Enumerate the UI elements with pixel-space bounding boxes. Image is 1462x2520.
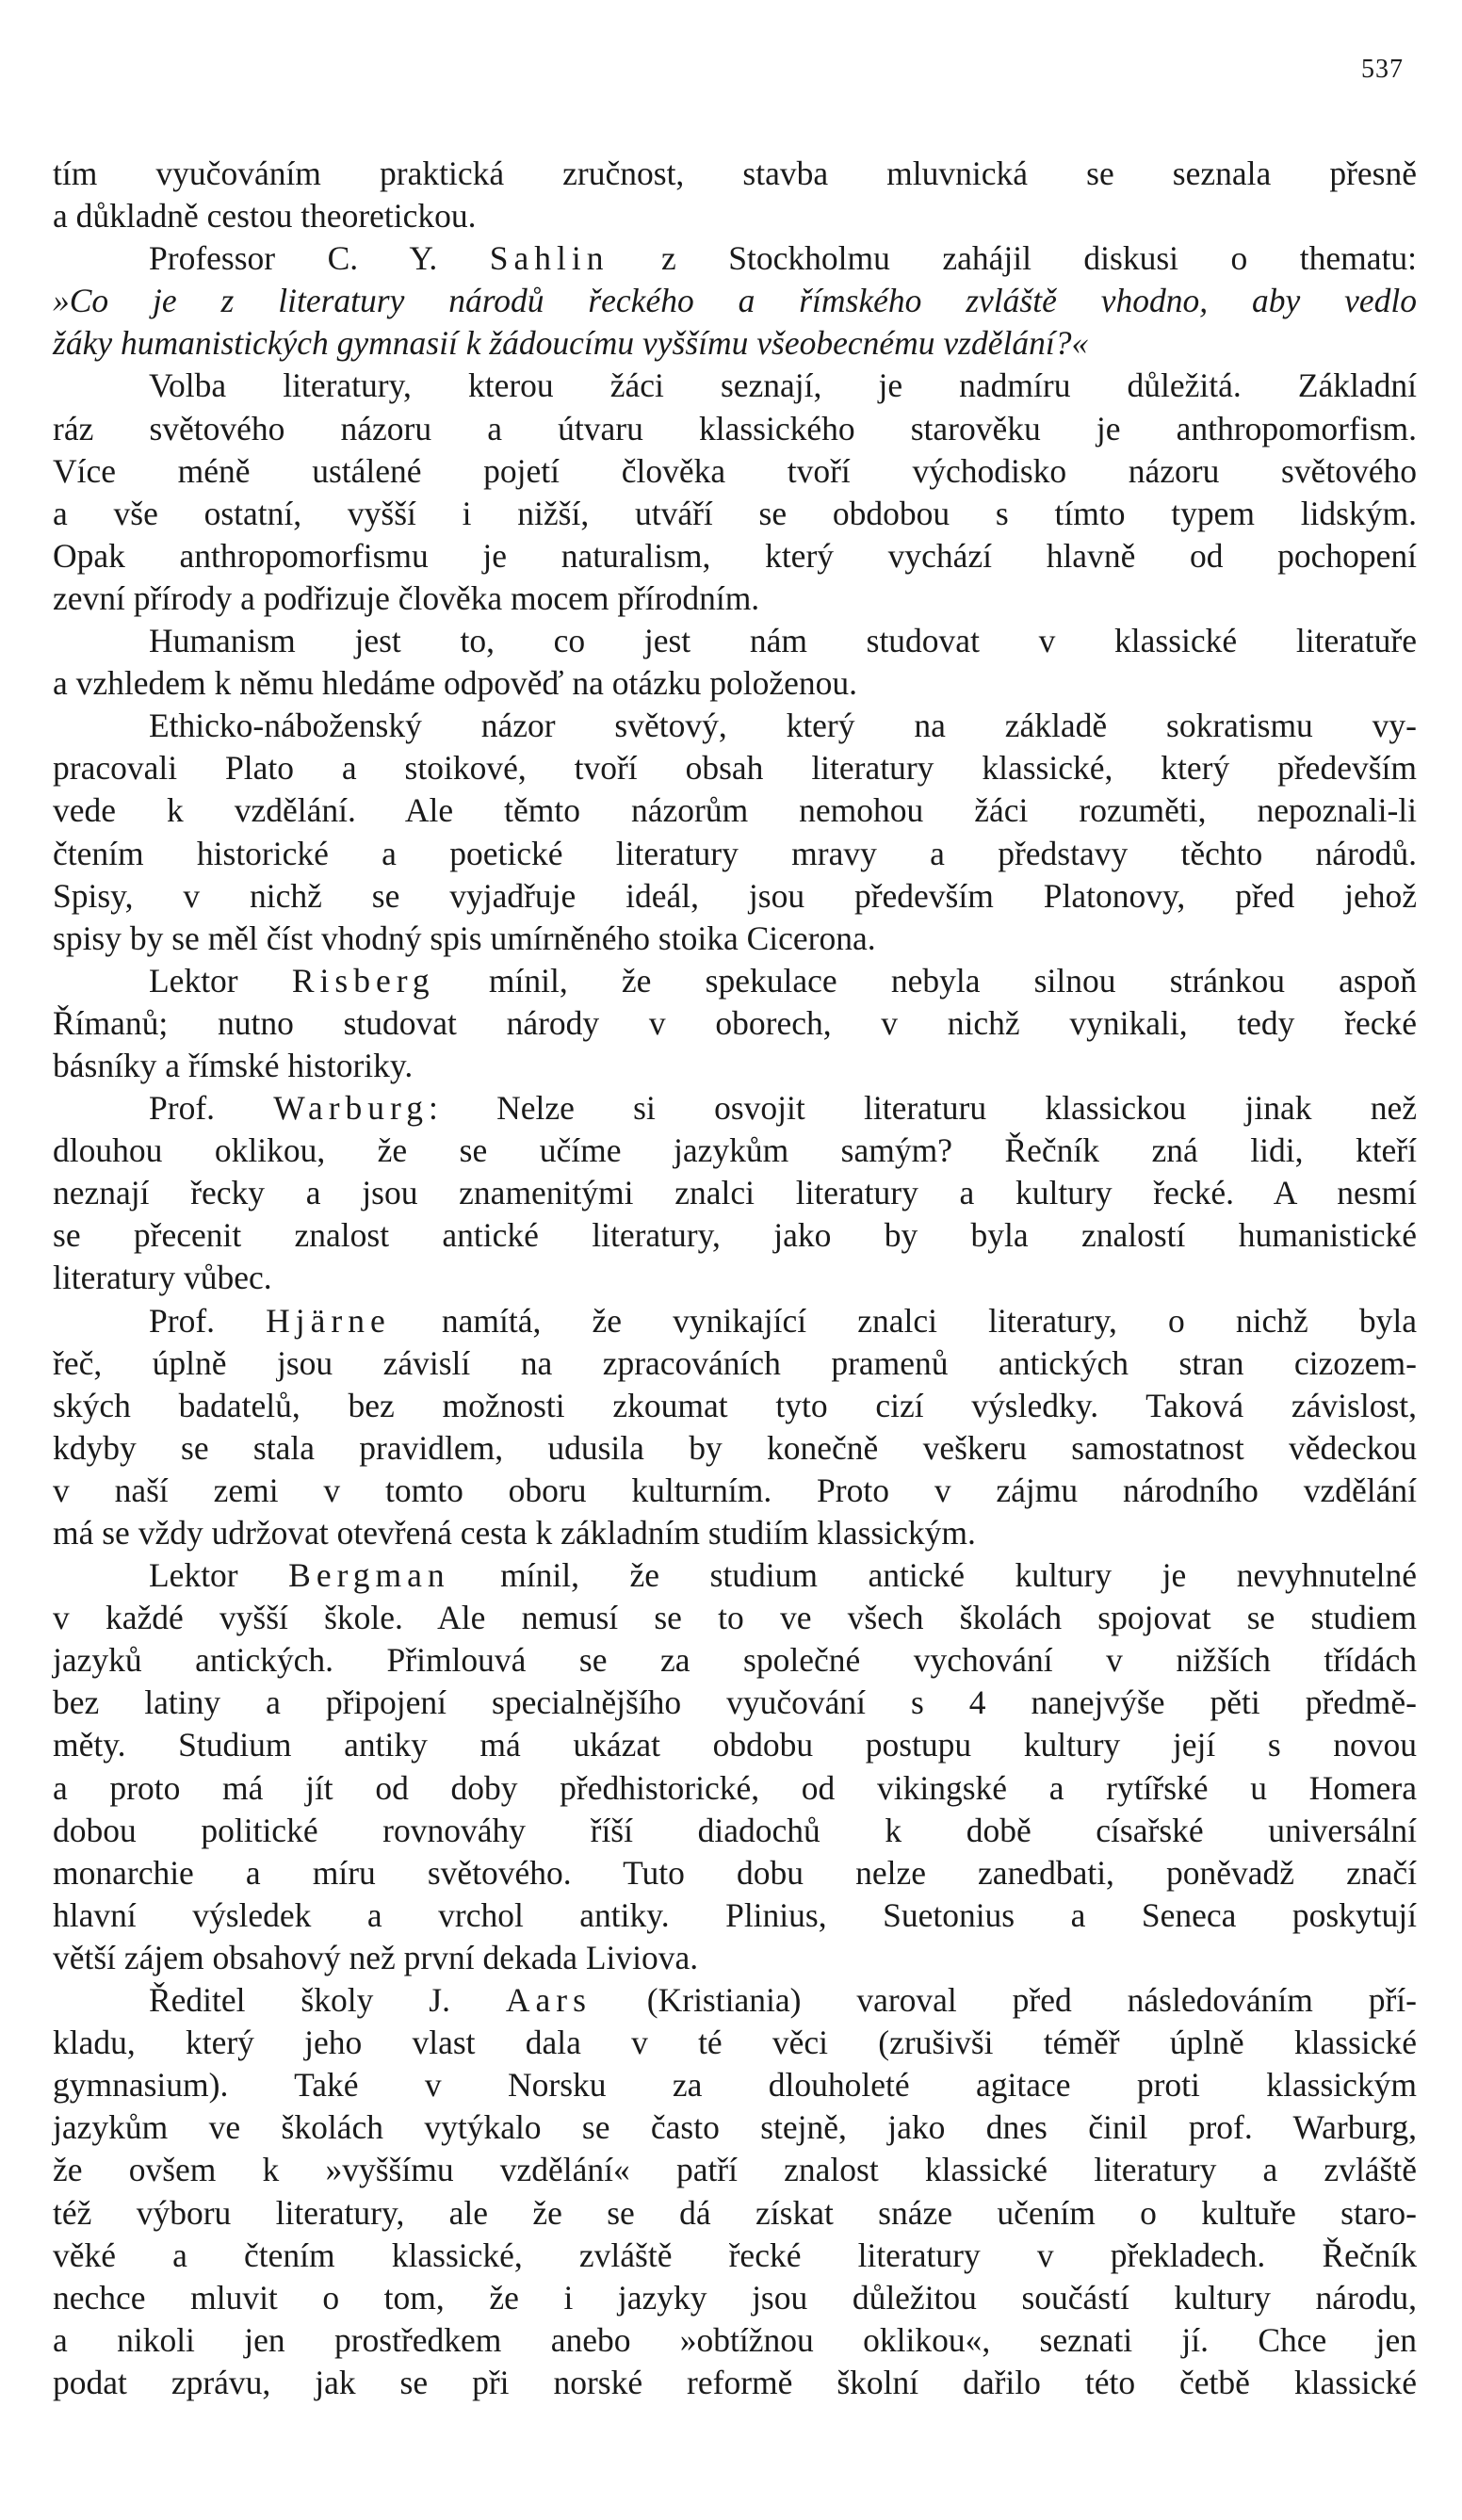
text-segment: Professor C. Y. xyxy=(149,239,490,278)
text-segment: též výboru literatury, ale že se dá získat snáze učením o kultuře staro- xyxy=(53,2193,1417,2232)
text-segment: a vše ostatní, vyšší i nižší, utváří se obdobou s tímto typem lidským. xyxy=(53,494,1417,532)
paragraph-first-line xyxy=(53,237,1417,280)
text-segment: že ovšem k »vyššímu vzdělání« patří znalost klassické literatury a zvláště xyxy=(53,2151,1417,2189)
text-line xyxy=(53,2064,1417,2106)
text-line xyxy=(53,322,1417,365)
italic-text: »Co je z literatury národů řeckého a římského zvláště vhodno, aby vedlo xyxy=(53,282,1417,320)
text-segment: mínil, že spekulace nebyla silnou stránkou aspoň xyxy=(434,961,1417,1000)
text-line xyxy=(53,747,1417,789)
text-line xyxy=(53,789,1417,832)
text-line xyxy=(53,195,1417,237)
text-segment: : Nelze si osvojit literaturu klassickou jinak než xyxy=(428,1089,1417,1128)
spaced-name: Risberg xyxy=(291,961,435,1000)
paragraph-first-line xyxy=(53,365,1417,407)
text-segment: básníky a římské historiky. xyxy=(53,1046,414,1084)
text-line xyxy=(53,1724,1417,1766)
text-line xyxy=(53,1342,1417,1385)
text-segment: a proto má jít od doby předhistorické, od vikingské a rytířské u Homera xyxy=(53,1768,1417,1807)
paragraph-first-line xyxy=(53,620,1417,662)
paragraph-first-line xyxy=(53,960,1417,1002)
text-line xyxy=(53,833,1417,875)
text-segment: čtením historické a poetické literatury mravy a představy těchto národů. xyxy=(53,834,1417,872)
text-segment: bez latiny a připojení specialnějšího vyučování s 4 nanejvýše pěti předmě- xyxy=(53,1683,1417,1722)
text-line xyxy=(53,1257,1417,1299)
text-segment: Římanů; nutno studovat národy v oborech, v nichž vynikali, tedy řecké xyxy=(53,1003,1417,1042)
text-line xyxy=(53,1172,1417,1214)
text-segment: ských badatelů, bez možnosti zkoumat tyto cizí výsledky. Taková závislost, xyxy=(53,1386,1417,1424)
text-line xyxy=(53,1852,1417,1894)
text-segment: a důkladně cestou theoretickou. xyxy=(53,197,477,236)
text-line xyxy=(53,1810,1417,1852)
spaced-name: Bergman xyxy=(288,1556,450,1595)
text-line xyxy=(53,2277,1417,2319)
text-line xyxy=(53,153,1417,195)
text-segment: Humanism jest to, co jest nám studovat v klassické literatuře xyxy=(149,622,1417,660)
text-line xyxy=(53,1130,1417,1172)
text-segment: spisy by se měl číst vhodný spis umírněného stoika Cicerona. xyxy=(53,919,876,957)
text-line xyxy=(53,2192,1417,2235)
text-segment: jazyků antických. Přimlouvá se za společné vychování v nižších třídách xyxy=(53,1641,1417,1680)
text-segment: dlouhou oklikou, že se učíme jazykům samým? Řečník zná lidi, kteří xyxy=(53,1131,1417,1170)
text-segment: Prof. xyxy=(149,1089,274,1128)
paragraph-first-line xyxy=(53,1300,1417,1342)
text-line xyxy=(53,535,1417,577)
text-line xyxy=(53,2235,1417,2277)
text-segment: Ředitel školy J. xyxy=(149,1981,506,2020)
text-segment: a vzhledem k němu hledáme odpověď na otázku položenou. xyxy=(53,664,857,703)
text-segment: dobou politické rovnováhy říší diadochů k době císařské universální xyxy=(53,1811,1417,1849)
text-segment: Ethicko-náboženský názor světový, který na základě sokratismu vy- xyxy=(149,707,1417,745)
text-line xyxy=(53,280,1417,322)
text-line xyxy=(53,1937,1417,1979)
paragraph-first-line xyxy=(53,705,1417,747)
text-segment: Spisy, v nichž se vyjadřuje ideál, jsou především Platonovy, před jehož xyxy=(53,876,1417,915)
text-segment: neznají řecky a jsou znamenitými znalci literatury a kultury řecké. A nesmí xyxy=(53,1174,1417,1212)
text-line xyxy=(53,2106,1417,2149)
text-line xyxy=(53,2362,1417,2404)
text-line xyxy=(53,577,1417,620)
text-segment: pracovali Plato a stoikové, tvoří obsah literatury klassické, který především xyxy=(53,749,1417,788)
text-segment: literatury vůbec. xyxy=(53,1259,272,1297)
text-line xyxy=(53,1894,1417,1937)
text-line xyxy=(53,875,1417,918)
article-body xyxy=(53,153,1417,2404)
text-line xyxy=(53,1385,1417,1427)
text-segment: řeč, úplně jsou závislí na zpracováních pramenů antických stran cizozem- xyxy=(53,1343,1417,1382)
text-line xyxy=(53,1682,1417,1724)
text-line xyxy=(53,408,1417,450)
text-line xyxy=(53,493,1417,535)
text-segment: má se vždy udržovat otevřená cesta k základním studiím klassickým. xyxy=(53,1514,976,1552)
text-line xyxy=(53,1639,1417,1682)
text-line xyxy=(53,1002,1417,1045)
text-segment: věké a čtením klassické, zvláště řecké literatury v překladech. Řečník xyxy=(53,2235,1417,2274)
text-segment: v naší zemi v tomto oboru kulturním. Proto v zájmu národního vzdělání xyxy=(53,1471,1417,1509)
text-segment: Prof. xyxy=(149,1301,267,1340)
page-number: 537 xyxy=(1361,55,1404,84)
text-line xyxy=(53,1427,1417,1470)
text-segment: se přecenit znalost antické literatury, jako by byla znalostí humanistické xyxy=(53,1216,1417,1255)
text-segment: tím vyučováním praktická zručnost, stavba mluvnická se seznala přesně xyxy=(53,154,1417,192)
text-segment: větší zájem obsahový než první dekada Liviova. xyxy=(53,1938,699,1976)
text-segment: Lektor xyxy=(149,961,292,1000)
text-segment: Lektor xyxy=(149,1556,289,1595)
text-segment: kladu, který jeho vlast dala v té věci (zrušivši téměř úplně klassické xyxy=(53,2024,1417,2062)
paragraph-first-line xyxy=(53,1979,1417,2022)
paragraph-first-line xyxy=(53,1087,1417,1130)
text-segment: (Kristiania) varoval před následováním pří- xyxy=(591,1981,1417,2020)
text-line xyxy=(53,2022,1417,2064)
text-line xyxy=(53,1045,1417,1087)
text-line xyxy=(53,1214,1417,1257)
text-line xyxy=(53,1512,1417,1554)
text-segment: a nikoli jen prostředkem anebo »obtížnou oklikou«, seznati jí. Chce jen xyxy=(53,2320,1417,2359)
text-segment: namítá, že vynikající znalci literatury, o nichž byla xyxy=(390,1301,1417,1340)
text-line xyxy=(53,918,1417,960)
spaced-name: Aars xyxy=(505,1981,592,2020)
text-segment: Volba literatury, kterou žáci seznají, je nadmíru důležitá. Základní xyxy=(149,366,1417,405)
text-segment: podat zprávu, jak se při norské reformě školní dařilo této četbě klassické xyxy=(53,2363,1417,2401)
text-segment: monarchie a míru světového. Tuto dobu nelze zanedbati, poněvadž značí xyxy=(53,1853,1417,1892)
text-line xyxy=(53,2319,1417,2362)
spaced-name: Sahlin xyxy=(489,239,609,278)
text-segment: kdyby se stala pravidlem, udusila by konečně veškeru samostatnost vědeckou xyxy=(53,1428,1417,1467)
spaced-name: Hjärne xyxy=(266,1301,391,1340)
text-segment: zevní přírody a podřizuje člověka mocem přírodním. xyxy=(53,578,760,617)
text-line xyxy=(53,1470,1417,1512)
text-segment: gymnasium). Také v Norsku za dlouholeté agitace proti klassickým xyxy=(53,2066,1417,2105)
text-segment: z Stockholmu zahájil diskusi o thematu: xyxy=(609,239,1417,278)
text-segment: hlavní výsledek a vrchol antiky. Plinius, Suetonius a Seneca poskytují xyxy=(53,1895,1417,1934)
italic-text: žáky humanistických gymnasií k žádoucímu vyššímu všeobecnému vzdělání?« xyxy=(53,324,1089,363)
text-segment: jazykům ve školách vytýkalo se často stejně, jako dnes činil prof. Warburg, xyxy=(53,2108,1417,2147)
text-line xyxy=(53,1767,1417,1810)
text-line xyxy=(53,662,1417,705)
text-segment: nechce mluvit o tom, že i jazyky jsou důležitou součástí kultury národu, xyxy=(53,2278,1417,2317)
text-segment: ráz světového názoru a útvaru klassického starověku je anthropomorfism. xyxy=(53,409,1417,447)
text-segment: v každé vyšší škole. Ale nemusí se to ve všech školách spojovat se studiem xyxy=(53,1599,1417,1637)
text-segment: Opak anthropomorfismu je naturalism, který vychází hlavně od pochopení xyxy=(53,536,1417,575)
paragraph-first-line xyxy=(53,1554,1417,1597)
text-line xyxy=(53,450,1417,493)
text-segment: Více méně ustálené pojetí člověka tvoří východisko názoru světového xyxy=(53,451,1417,490)
text-segment: vede k vzdělání. Ale těmto názorům nemohou žáci rozuměti, nepoznali-li xyxy=(53,791,1417,830)
spaced-name: Warburg xyxy=(273,1089,429,1128)
text-segment: mínil, že studium antické kultury je nevyhnutelné xyxy=(449,1556,1417,1595)
text-line xyxy=(53,2149,1417,2191)
text-line xyxy=(53,1597,1417,1639)
text-segment: měty. Studium antiky má ukázat obdobu postupu kultury její s novou xyxy=(53,1726,1417,1764)
